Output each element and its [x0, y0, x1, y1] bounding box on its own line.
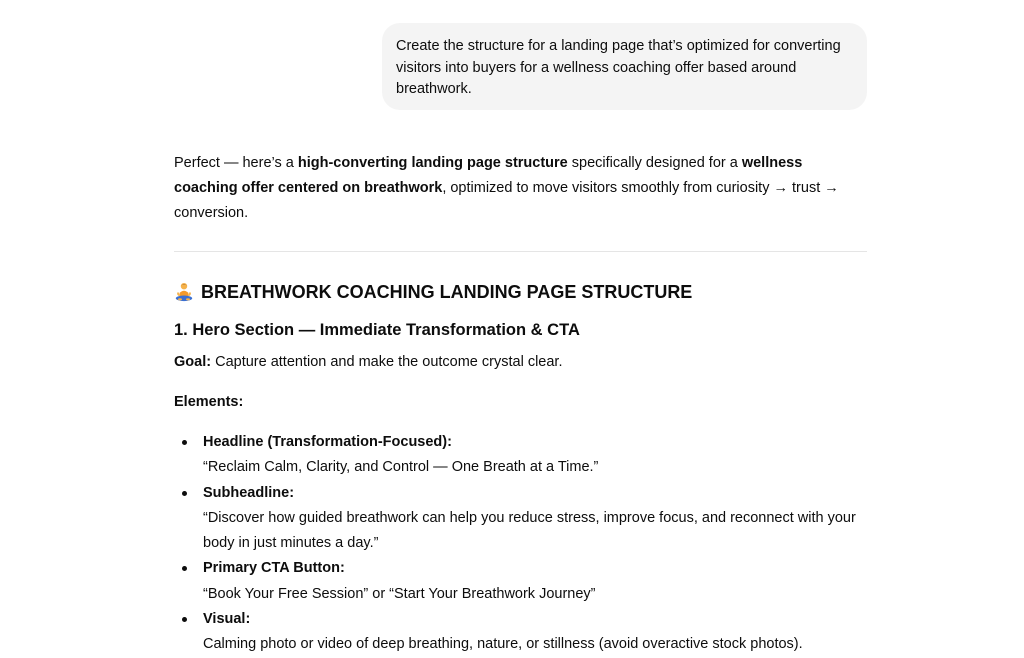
item-text: Calming photo or video of deep breathing, nature, or stillness (avoid overactive stock photos).: [203, 636, 803, 653]
list-item: [174, 556, 867, 607]
elements-list: [174, 430, 867, 658]
list-item: [174, 430, 867, 481]
item-text: “Book Your Free Session” or “Start Your Breathwork Journey”: [203, 585, 596, 602]
intro-text-3: , optimized to move visitors smoothly from curiosity → trust → conversion.: [174, 180, 839, 221]
elements-label: Elements:: [174, 394, 244, 410]
item-text: “Reclaim Calm, Clarity, and Control — One Breath at a Time.”: [203, 459, 599, 476]
item-title: Primary CTA Button:: [203, 560, 345, 577]
item-text: “Discover how guided breathwork can help you reduce stress, improve focus, and reconnect with your body in just minutes a day.”: [203, 509, 856, 552]
intro-text-2: specifically designed for a: [567, 155, 742, 171]
section-divider: [174, 251, 867, 252]
main-heading: [174, 280, 867, 304]
section-title: 1. Hero Section — Immediate Transformation & CTA: [174, 321, 580, 339]
meditating-person-icon: [174, 282, 194, 302]
goal-text: Capture attention and make the outcome crystal clear.: [211, 354, 563, 370]
goal-line: [174, 351, 867, 373]
item-title: Headline (Transformation-Focused):: [203, 434, 452, 450]
intro-bold-1: high-converting landing page structure: [297, 155, 568, 171]
intro-bold-2: wellness coaching offer centered on breathwork: [174, 155, 803, 196]
user-message-text: Create the structure for a landing page that’s optimized for converting visitors into buyers for a wellness coaching offer based around breathwork.: [396, 38, 841, 97]
response-intro: [174, 151, 867, 226]
goal-label: Goal:: [174, 354, 212, 370]
list-item: [174, 481, 867, 557]
assistant-response: [174, 151, 867, 658]
item-title: Visual:: [203, 611, 251, 628]
intro-text-1: Perfect — here’s a: [174, 155, 298, 171]
item-title: Subheadline:: [203, 484, 295, 501]
user-message-bubble: [382, 23, 867, 110]
list-item: [174, 607, 867, 658]
main-heading-text: BREATHWORK COACHING LANDING PAGE STRUCTURE: [201, 282, 693, 302]
